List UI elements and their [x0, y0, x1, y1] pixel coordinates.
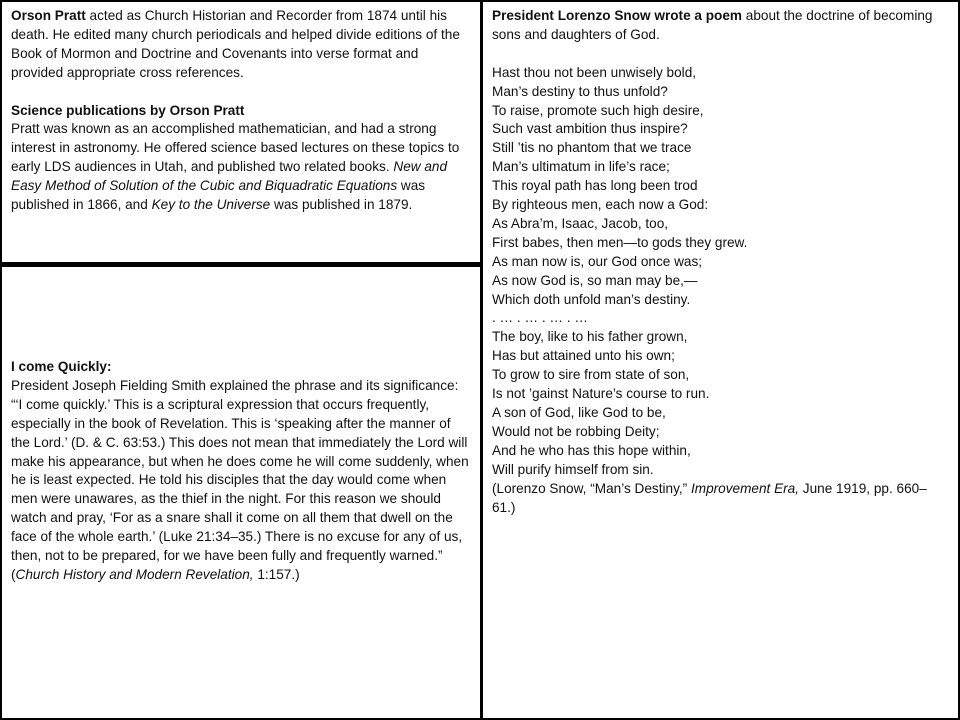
poem-line: Still ’tis no phantom that we trace — [492, 140, 692, 156]
poem-line: To grow to sire from state of son, — [492, 367, 690, 383]
poem-line: Has but attained unto his own; — [492, 348, 675, 364]
poem-line: Would not be robbing Deity; — [492, 423, 660, 439]
poem-line: As now God is, so man may be,— — [492, 272, 698, 288]
book-title-key-to-universe: Key to the Universe — [151, 197, 271, 213]
science-publications-heading: Science publications by Orson Pratt — [11, 102, 245, 118]
poem-line: Is not ’gainst Nature’s course to run. — [492, 386, 710, 402]
poem-line: The boy, like to his father grown, — [492, 329, 688, 345]
orson-pratt-paragraph — [11, 7, 472, 83]
poem-line: Will purify himself from sin. — [492, 461, 654, 477]
citation-periodical: Improvement Era, — [690, 480, 800, 496]
orson-pratt-panel — [2, 2, 480, 262]
book-title-cubic: New and Easy Method of Solution of the Cubic and Biquadratic Equations — [11, 159, 448, 194]
poem-line: To raise, promote such high desire, — [492, 102, 704, 118]
lorenzo-snow-poem-panel — [483, 2, 958, 718]
poem-line: . … . … . … . … — [492, 310, 588, 326]
poem-line: As man now is, our God once was; — [492, 253, 703, 269]
orson-pratt-name: Orson Pratt — [11, 8, 86, 23]
poem-line: Such vast ambition thus inspire? — [492, 121, 688, 137]
poem-line: And he who has this hope within, — [492, 442, 691, 458]
poem-line: Which doth unfold man’s destiny. — [492, 291, 691, 307]
poem-line: Man’s destiny to thus unfold? — [492, 83, 668, 99]
poem-line: A son of God, like God to be, — [492, 405, 666, 421]
orson-pratt-text: acted as Church Historian and Recorder from 1874 until his death. He edited many church periodicals and helped divide editions of the Book of Mormon and Doctrine and Covenants into verse format and provided appropriate cross references. — [11, 8, 460, 80]
poem-citation: (Lorenzo Snow, “Man’s Destiny,” Improvement Era, June 1919, pp. 660–61.) — [492, 480, 927, 515]
poem-intro: President Lorenzo Snow wrote a poem about the doctrine of becoming sons and daughters of God. — [492, 8, 933, 42]
poem-line: Man’s ultimatum in life’s race; — [492, 159, 670, 175]
poem-line: This royal path has long been trod — [492, 178, 698, 194]
science-publications-paragraph: Pratt was known as an accomplished mathematician, and had a strong interest in astronomy. He offered science based lectures on these topics to early LDS audiences in Utah, and published two related books. New and Easy Method of Solution of the Cubic and Biquadratic Equations was published in 1866, and Key to the Universe was published in 1879. — [11, 121, 460, 213]
i-come-quickly-panel — [2, 267, 480, 718]
poem-line: As Abra’m, Isaac, Jacob, too, — [492, 215, 669, 231]
poem-intro-bold: President Lorenzo Snow wrote a poem — [492, 8, 743, 23]
poem-line: First babes, then men—to gods they grew. — [492, 234, 748, 250]
poem-line: By righteous men, each now a God: — [492, 197, 709, 213]
i-come-quickly-quote: “‘I come quickly.’ This is a scriptural expression that occurs frequently, especially in the book of Revelation. This is ‘speaking after the manner of the Lord.’ (D. & C. 63:53.) This does not mean that immediately the Lord will make his appearance, but when he does come he will come suddenly, when he is least expected. He told his disciples that the day would come when men were unawares, as the thief in the night. For this reason we should watch and pray, ‘For as a snare shall it come on all them that dwell on the face of the whole earth.’ (Luke 21:34–35.) There is no excuse for any of us, then, not to be prepared, for we have been fully and frequently warned.” (Church History and Modern Revelation, 1:157.) — [11, 396, 469, 582]
i-come-quickly-heading: I come Quickly: — [11, 359, 112, 374]
poem — [492, 64, 950, 480]
poem-line: Hast thou not been unwisely bold, — [492, 64, 697, 80]
joseph-fielding-smith-intro: President Joseph Fielding Smith explained the phrase and its significance: — [11, 377, 459, 393]
source-title: Church History and Modern Revelation, — [15, 566, 254, 582]
